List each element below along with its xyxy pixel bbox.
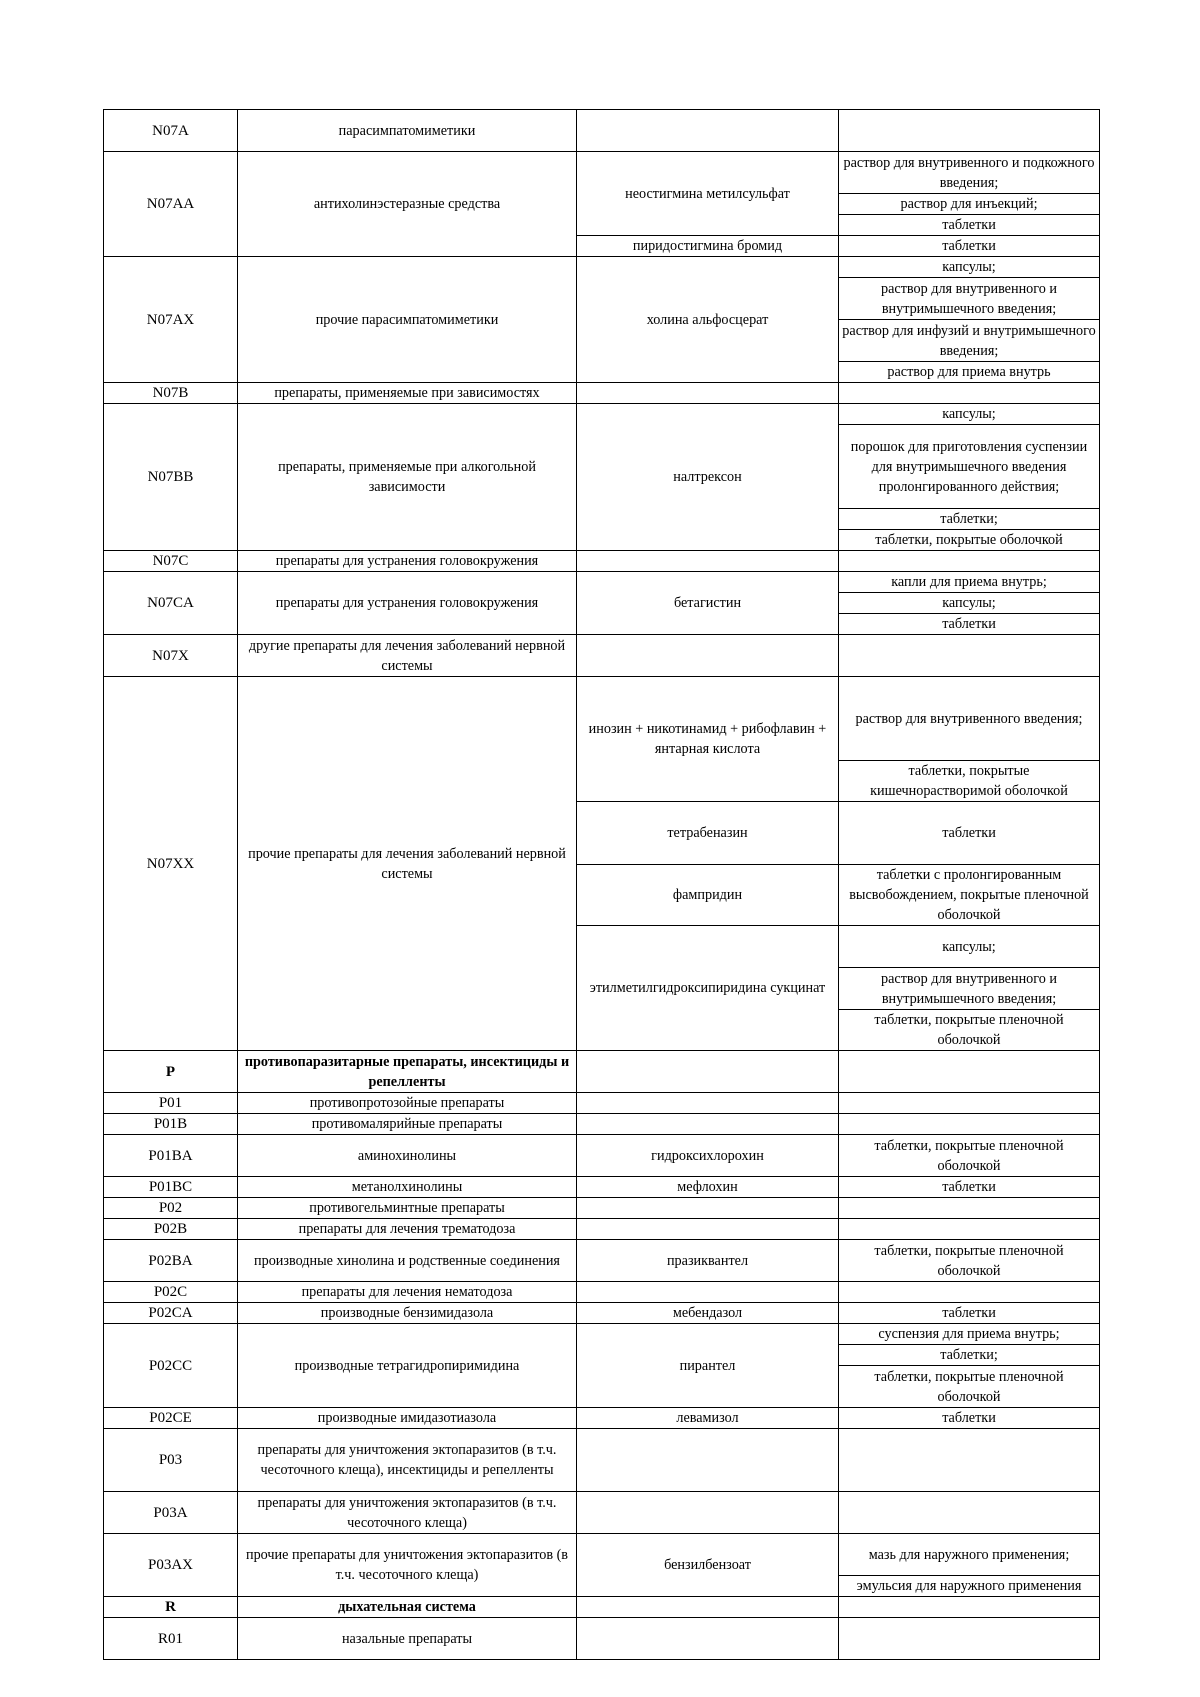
atc-code-cell: N07C: [104, 551, 238, 572]
atc-code-cell: P03: [104, 1429, 238, 1492]
table-row: [104, 1051, 1100, 1093]
atc-code-cell: P01: [104, 1093, 238, 1114]
drug-name-cell: левамизол: [577, 1408, 839, 1429]
dosage-form-cell: [839, 1093, 1100, 1114]
atc-group-name-cell: препараты для лечения нематодоза: [238, 1282, 577, 1303]
atc-code-cell: N07AA: [104, 152, 238, 257]
drug-name-cell: бензилбензоат: [577, 1534, 839, 1597]
table-row: [104, 1093, 1100, 1114]
table-row: [104, 1597, 1100, 1618]
drug-name-cell: тетрабеназин: [577, 802, 839, 865]
dosage-form-cell: [839, 551, 1100, 572]
drug-name-cell: [577, 1492, 839, 1534]
table-row: [104, 1135, 1100, 1177]
dosage-form-cell: раствор для инъекций;: [839, 194, 1100, 215]
table-row: [104, 1492, 1100, 1534]
table-row: [104, 1534, 1100, 1576]
dosage-form-cell: таблетки: [839, 215, 1100, 236]
dosage-form-cell: таблетки: [839, 614, 1100, 635]
drug-name-cell: налтрексон: [577, 404, 839, 551]
atc-group-name-cell: дыхательная система: [238, 1597, 577, 1618]
dosage-form-cell: раствор для внутривенного и внутримышечного введения;: [839, 278, 1100, 320]
drug-name-cell: пирантел: [577, 1324, 839, 1408]
dosage-form-cell: таблетки: [839, 1408, 1100, 1429]
dosage-form-cell: [839, 110, 1100, 152]
atc-code-cell: P02B: [104, 1219, 238, 1240]
dosage-form-cell: [839, 1198, 1100, 1219]
drug-name-cell: бетагистин: [577, 572, 839, 635]
drug-name-cell: мефлохин: [577, 1177, 839, 1198]
dosage-form-cell: таблетки, покрытые пленочной оболочкой: [839, 1135, 1100, 1177]
atc-code-cell: P02CA: [104, 1303, 238, 1324]
drug-name-cell: [577, 1597, 839, 1618]
table-row: [104, 1114, 1100, 1135]
atc-group-name-cell: метанолхинолины: [238, 1177, 577, 1198]
dosage-form-cell: таблетки, покрытые пленочной оболочкой: [839, 1366, 1100, 1408]
dosage-form-cell: капли для приема внутрь;: [839, 572, 1100, 593]
dosage-form-cell: таблетки, покрытые пленочной оболочкой: [839, 1010, 1100, 1051]
drug-name-cell: неостигмина метилсульфат: [577, 152, 839, 236]
drug-name-cell: гидроксихлорохин: [577, 1135, 839, 1177]
dosage-form-cell: раствор для приема внутрь: [839, 362, 1100, 383]
drug-name-cell: инозин + никотинамид + рибофлавин + янтарная кислота: [577, 677, 839, 802]
table-row: [104, 383, 1100, 404]
table-row: [104, 110, 1100, 152]
drug-name-cell: [577, 1219, 839, 1240]
table-row: [104, 404, 1100, 425]
dosage-form-cell: [839, 383, 1100, 404]
table-row: [104, 572, 1100, 593]
drug-name-cell: [577, 551, 839, 572]
table-body: [104, 110, 1100, 1660]
table-row: [104, 1408, 1100, 1429]
drug-name-cell: [577, 1114, 839, 1135]
dosage-form-cell: [839, 1051, 1100, 1093]
drug-name-cell: [577, 110, 839, 152]
dosage-form-cell: таблетки с пролонгированным высвобождением, покрытые пленочной оболочкой: [839, 865, 1100, 926]
table-row: [104, 1618, 1100, 1660]
atc-code-cell: R01: [104, 1618, 238, 1660]
dosage-form-cell: таблетки: [839, 236, 1100, 257]
table-row: [104, 1282, 1100, 1303]
dosage-form-cell: [839, 1429, 1100, 1492]
dosage-form-cell: [839, 1492, 1100, 1534]
dosage-form-cell: таблетки, покрытые оболочкой: [839, 530, 1100, 551]
atc-group-name-cell: парасимпатомиметики: [238, 110, 577, 152]
atc-group-name-cell: препараты для уничтожения эктопаразитов (в т.ч. чесоточного клеща): [238, 1492, 577, 1534]
table-row: [104, 677, 1100, 761]
atc-code-cell: N07CA: [104, 572, 238, 635]
atc-code-cell: N07X: [104, 635, 238, 677]
drug-name-cell: [577, 1282, 839, 1303]
dosage-form-cell: таблетки: [839, 1177, 1100, 1198]
atc-code-cell: P02BA: [104, 1240, 238, 1282]
atc-group-name-cell: препараты, применяемые при зависимостях: [238, 383, 577, 404]
atc-code-cell: N07BB: [104, 404, 238, 551]
table-row: [104, 1177, 1100, 1198]
table-row: [104, 257, 1100, 278]
table-row: [104, 635, 1100, 677]
dosage-form-cell: [839, 1597, 1100, 1618]
table-row: [104, 1219, 1100, 1240]
atc-group-name-cell: прочие препараты для лечения заболеваний нервной системы: [238, 677, 577, 1051]
atc-code-cell: P02CC: [104, 1324, 238, 1408]
drug-name-cell: [577, 1093, 839, 1114]
drug-name-cell: празиквантел: [577, 1240, 839, 1282]
dosage-form-cell: раствор для внутривенного и внутримышечного введения;: [839, 968, 1100, 1010]
atc-group-name-cell: препараты, применяемые при алкогольной зависимости: [238, 404, 577, 551]
dosage-form-cell: [839, 1219, 1100, 1240]
drug-name-cell: [577, 635, 839, 677]
drug-name-cell: фампридин: [577, 865, 839, 926]
atc-code-cell: N07B: [104, 383, 238, 404]
dosage-form-cell: порошок для приготовления суспензии для внутримышечного введения пролонгированного действия;: [839, 425, 1100, 509]
atc-code-cell: P01B: [104, 1114, 238, 1135]
drug-name-cell: этилметилгидроксипиридина сукцинат: [577, 926, 839, 1051]
table-row: [104, 1324, 1100, 1345]
dosage-form-cell: [839, 635, 1100, 677]
table-row: [104, 152, 1100, 194]
drug-name-cell: мебендазол: [577, 1303, 839, 1324]
dosage-form-cell: [839, 1282, 1100, 1303]
atc-group-name-cell: производные тетрагидропиримидина: [238, 1324, 577, 1408]
dosage-form-cell: таблетки;: [839, 1345, 1100, 1366]
dosage-form-cell: капсулы;: [839, 926, 1100, 968]
drug-name-cell: [577, 1198, 839, 1219]
dosage-form-cell: таблетки, покрытые пленочной оболочкой: [839, 1240, 1100, 1282]
table-row: [104, 1240, 1100, 1282]
dosage-form-cell: эмульсия для наружного применения: [839, 1576, 1100, 1597]
atc-group-name-cell: производные хинолина и родственные соединения: [238, 1240, 577, 1282]
atc-code-cell: P: [104, 1051, 238, 1093]
dosage-form-cell: раствор для внутривенного и подкожного введения;: [839, 152, 1100, 194]
atc-code-cell: N07AX: [104, 257, 238, 383]
atc-group-name-cell: аминохинолины: [238, 1135, 577, 1177]
atc-group-name-cell: препараты для устранения головокружения: [238, 572, 577, 635]
table-row: [104, 1303, 1100, 1324]
atc-code-cell: P03AX: [104, 1534, 238, 1597]
drug-name-cell: [577, 1051, 839, 1093]
atc-group-name-cell: препараты для уничтожения эктопаразитов (в т.ч. чесоточного клеща), инсектициды и репелленты: [238, 1429, 577, 1492]
atc-code-cell: P01BC: [104, 1177, 238, 1198]
dosage-form-cell: мазь для наружного применения;: [839, 1534, 1100, 1576]
dosage-form-cell: раствор для инфузий и внутримышечного введения;: [839, 320, 1100, 362]
dosage-form-cell: таблетки, покрытые кишечнорастворимой оболочкой: [839, 761, 1100, 802]
table-row: [104, 551, 1100, 572]
dosage-form-cell: раствор для внутривенного введения;: [839, 677, 1100, 761]
table-row: [104, 1429, 1100, 1492]
dosage-form-cell: таблетки: [839, 1303, 1100, 1324]
drug-name-cell: холина альфосцерат: [577, 257, 839, 383]
atc-group-name-cell: прочие препараты для уничтожения эктопаразитов (в т.ч. чесоточного клеща): [238, 1534, 577, 1597]
drug-name-cell: [577, 1429, 839, 1492]
atc-group-name-cell: препараты для лечения трематодоза: [238, 1219, 577, 1240]
atc-code-cell: P03A: [104, 1492, 238, 1534]
dosage-form-cell: таблетки: [839, 802, 1100, 865]
atc-group-name-cell: производные имидазотиазола: [238, 1408, 577, 1429]
drug-classification-table: [103, 109, 1100, 1660]
drug-name-cell: [577, 1618, 839, 1660]
dosage-form-cell: капсулы;: [839, 257, 1100, 278]
dosage-form-cell: суспензия для приема внутрь;: [839, 1324, 1100, 1345]
table-row: [104, 1198, 1100, 1219]
atc-group-name-cell: препараты для устранения головокружения: [238, 551, 577, 572]
atc-code-cell: N07A: [104, 110, 238, 152]
drug-name-cell: [577, 383, 839, 404]
atc-group-name-cell: противопаразитарные препараты, инсектициды и репелленты: [238, 1051, 577, 1093]
atc-group-name-cell: противомалярийные препараты: [238, 1114, 577, 1135]
atc-group-name-cell: другие препараты для лечения заболеваний нервной системы: [238, 635, 577, 677]
atc-group-name-cell: противопротозойные препараты: [238, 1093, 577, 1114]
atc-group-name-cell: производные бензимидазола: [238, 1303, 577, 1324]
atc-code-cell: P02C: [104, 1282, 238, 1303]
dosage-form-cell: капсулы;: [839, 404, 1100, 425]
atc-group-name-cell: назальные препараты: [238, 1618, 577, 1660]
atc-code-cell: P01BA: [104, 1135, 238, 1177]
dosage-form-cell: [839, 1618, 1100, 1660]
atc-code-cell: P02CE: [104, 1408, 238, 1429]
dosage-form-cell: [839, 1114, 1100, 1135]
atc-code-cell: N07XX: [104, 677, 238, 1051]
atc-group-name-cell: прочие парасимпатомиметики: [238, 257, 577, 383]
atc-code-cell: R: [104, 1597, 238, 1618]
atc-group-name-cell: антихолинэстеразные средства: [238, 152, 577, 257]
dosage-form-cell: таблетки;: [839, 509, 1100, 530]
atc-code-cell: P02: [104, 1198, 238, 1219]
dosage-form-cell: капсулы;: [839, 593, 1100, 614]
atc-group-name-cell: противогельминтные препараты: [238, 1198, 577, 1219]
drug-name-cell: пиридостигмина бромид: [577, 236, 839, 257]
